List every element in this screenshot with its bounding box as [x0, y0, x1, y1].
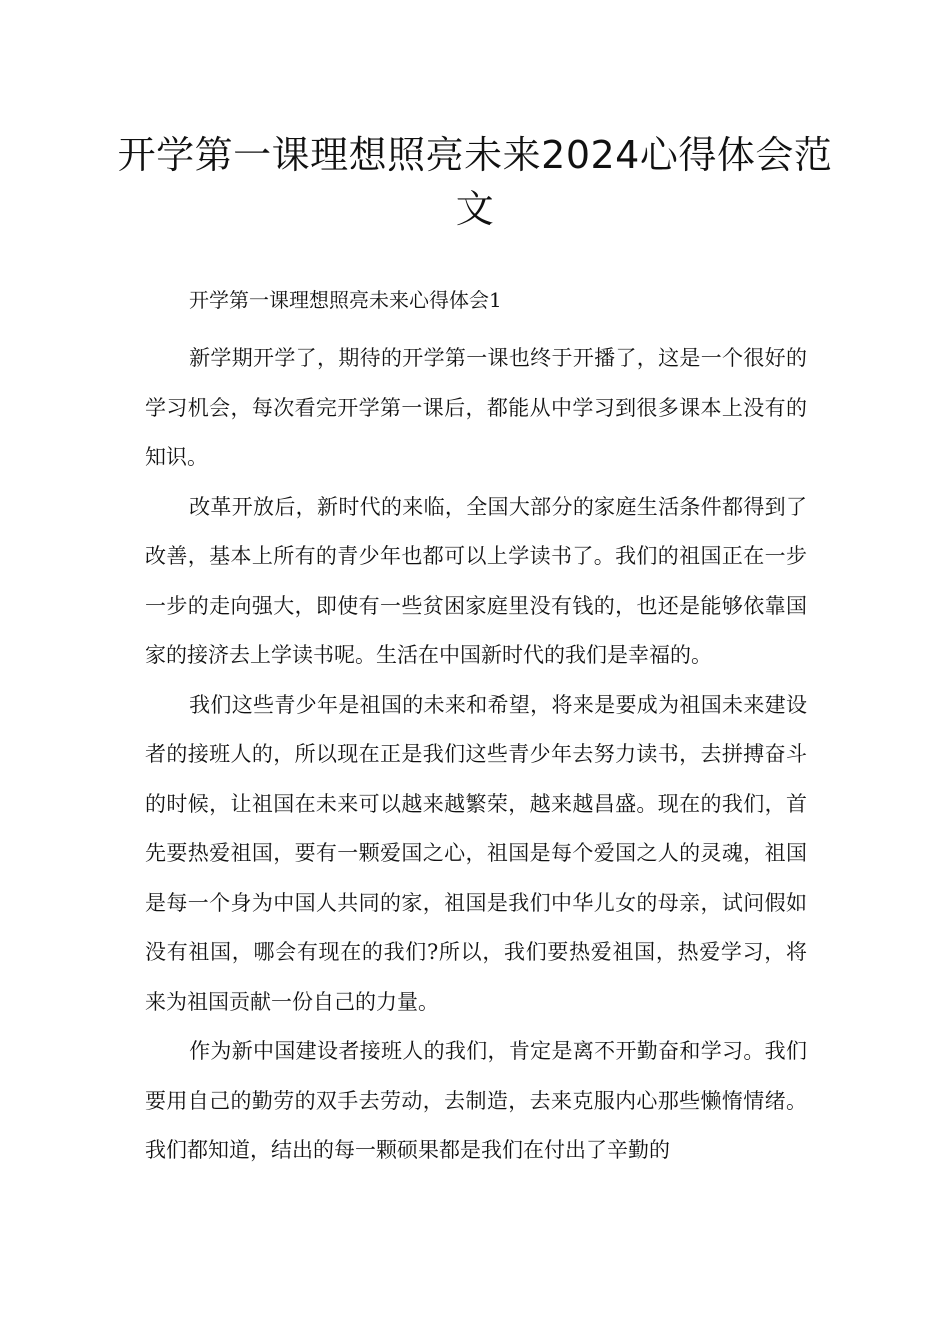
- paragraph-1: 新学期开学了，期待的开学第一课也终于开播了，这是一个很好的学习机会，每次看完开学第一课后，都能从中学习到很多课本上没有的知识。: [145, 346, 807, 469]
- paragraph-4: 作为新中国建设者接班人的我们，肯定是离不开勤奋和学习。我们要用自己的勤劳的双手去劳动，去制造，去来克服内心那些懒惰情绪。我们都知道，结出的每一颗硕果都是我们在付出了辛勤的: [145, 1039, 807, 1162]
- paragraph-3: 我们这些青少年是祖国的未来和希望，将来是要成为祖国未来建设者的接班人的，所以现在正是我们这些青少年去努力读书，去拼搏奋斗的时候，让祖国在未来可以越来越繁荣，越来越昌盛。现在的我们，首先要热爱祖国，要有一颗爱国之心，祖国是每个爱国之人的灵魂，祖国是每一个身为中国人共同的家，祖国是我们中华儿女的母亲，试问假如没有祖国，哪会有现在的我们?所以，我们要热爱祖国，热爱学习，将来为祖国贡献一份自己的力量。: [145, 692, 807, 1014]
- section-heading: 开学第一课理想照亮未来心得体会1: [189, 288, 502, 312]
- document-body: [145, 334, 807, 1176]
- paragraph-2: 改革开放后，新时代的来临，全国大部分的家庭生活条件都得到了改善，基本上所有的青少年也都可以上学读书了。我们的祖国正在一步一步的走向强大，即使有一些贫困家庭里没有钱的，也还是能够依靠国家的接济去上学读书呢。生活在中国新时代的我们是幸福的。: [145, 494, 807, 667]
- document-title: 开学第一课理想照亮未来2024心得体会范文: [117, 133, 833, 231]
